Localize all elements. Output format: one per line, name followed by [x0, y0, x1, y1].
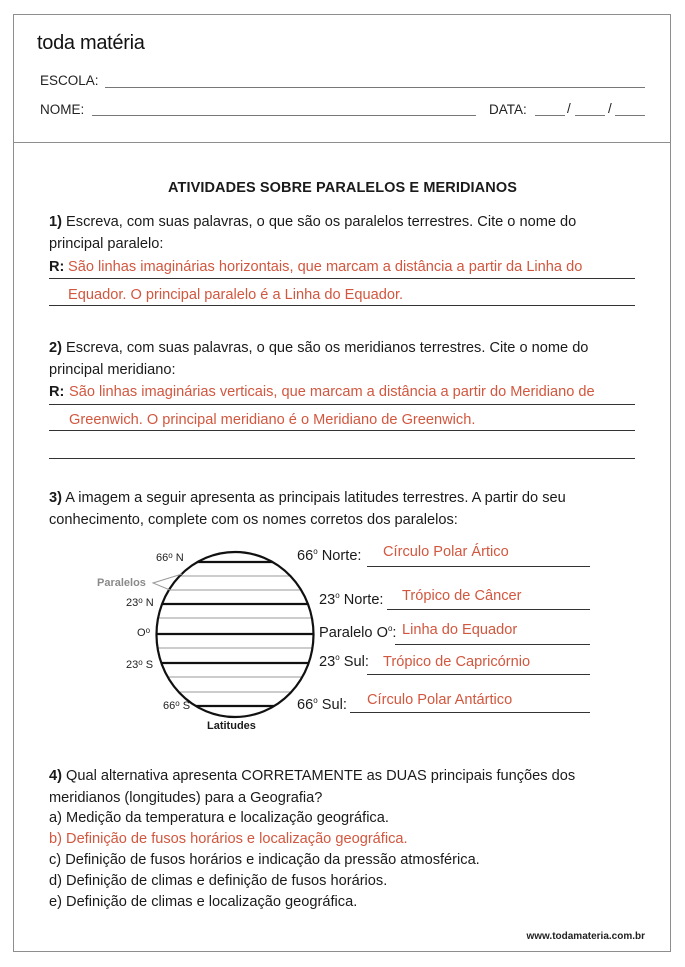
- fill-answer: Linha do Equador: [402, 622, 518, 638]
- question-text: conhecimento, complete com os nomes corretos dos paralelos:: [49, 512, 458, 528]
- question-number: 1): [49, 214, 62, 230]
- question-number: 4): [49, 768, 62, 784]
- label-66-south: 66$^o$ S: [163, 699, 191, 712]
- fill-label-66-south: 66$^o$ Sul:: [297, 696, 347, 713]
- fill-line[interactable]: [367, 566, 590, 567]
- question-4: [49, 765, 575, 809]
- footer-url: www.todamateria.com.br: [526, 931, 645, 942]
- fill-line[interactable]: [350, 712, 590, 713]
- logo: toda matéria: [37, 32, 145, 54]
- answer-text: Equador. O principal paralelo é a Linha do Equador.: [68, 287, 404, 303]
- fill-label-equator: Paralelo $O^o$:: [319, 624, 397, 641]
- question-text: Escreva, com suas palavras, o que são os meridianos terrestres. Cite o nome do: [66, 340, 589, 356]
- answer-text: Greenwich. O principal meridiano é o Meridiano de Greenwich.: [69, 412, 476, 428]
- question-text: Escreva, com suas palavras, o que são os paralelos terrestres. Cite o nome do: [66, 214, 577, 230]
- date-separator: /: [608, 101, 612, 116]
- diagram-caption: Latitudes: [207, 720, 256, 732]
- option-a[interactable]: a) Medição da temperatura e localização geográfica.: [49, 810, 389, 826]
- page-title: ATIVIDADES SOBRE PARALELOS E MERIDIANOS: [168, 180, 517, 196]
- fill-answer: Trópico de Capricórnio: [383, 654, 531, 670]
- question-number: 3): [49, 490, 62, 506]
- name-label: NOME:: [40, 102, 85, 117]
- fill-label-23-south: 23$^o$ Sul:: [319, 653, 369, 670]
- question-text: meridianos (longitudes) para a Geografia?: [49, 790, 323, 806]
- fill-label-23-north: 23$^o$ Norte:: [319, 591, 384, 608]
- option-d[interactable]: d) Definição de climas e definição de fusos horários.: [49, 873, 388, 889]
- date-separator: /: [567, 101, 571, 116]
- option-e[interactable]: e) Definição de climas e localização geográfica.: [49, 894, 358, 910]
- label-66-north: 66$^o$ N: [156, 551, 184, 564]
- paralelos-pointer-label: Paralelos: [97, 577, 146, 589]
- fill-answer: Círculo Polar Ártico: [383, 544, 509, 560]
- option-c[interactable]: c) Definição de fusos horários e indicação da pressão atmosférica.: [49, 852, 480, 868]
- label-23-north: 23$^o$ N: [126, 596, 154, 609]
- label-equator: $O^o$: [137, 626, 151, 639]
- answer-label: R:: [49, 384, 65, 400]
- fill-line[interactable]: [395, 644, 590, 645]
- answer-label: R:: [49, 259, 65, 275]
- option-b-correct[interactable]: b) Definição de fusos horários e localização geográfica.: [49, 831, 408, 847]
- fill-answer: Círculo Polar Antártico: [367, 692, 513, 708]
- fill-answer: Trópico de Câncer: [402, 588, 522, 604]
- fill-line[interactable]: [367, 674, 590, 675]
- school-label: ESCOLA:: [40, 73, 99, 88]
- question-number: 2): [49, 340, 62, 356]
- answer-text: São linhas imaginárias verticais, que marcam a distância a partir do Meridiano de: [69, 384, 595, 400]
- options-list: [49, 808, 480, 913]
- question-text: A imagem a seguir apresenta as principais latitudes terrestres. A partir do seu: [65, 490, 566, 506]
- answer-text: São linhas imaginárias horizontais, que marcam a distância a partir da Linha do: [68, 259, 583, 275]
- fill-line[interactable]: [387, 609, 590, 610]
- question-text: principal meridiano:: [49, 362, 176, 378]
- question-text: Qual alternativa apresenta CORRETAMENTE as DUAS principais funções dos: [66, 768, 576, 784]
- date-label: DATA:: [489, 102, 527, 117]
- fill-label-66-north: 66$^o$ Norte:: [297, 547, 362, 564]
- question-text: principal paralelo:: [49, 236, 164, 252]
- label-23-south: 23$^o$ S: [126, 658, 154, 671]
